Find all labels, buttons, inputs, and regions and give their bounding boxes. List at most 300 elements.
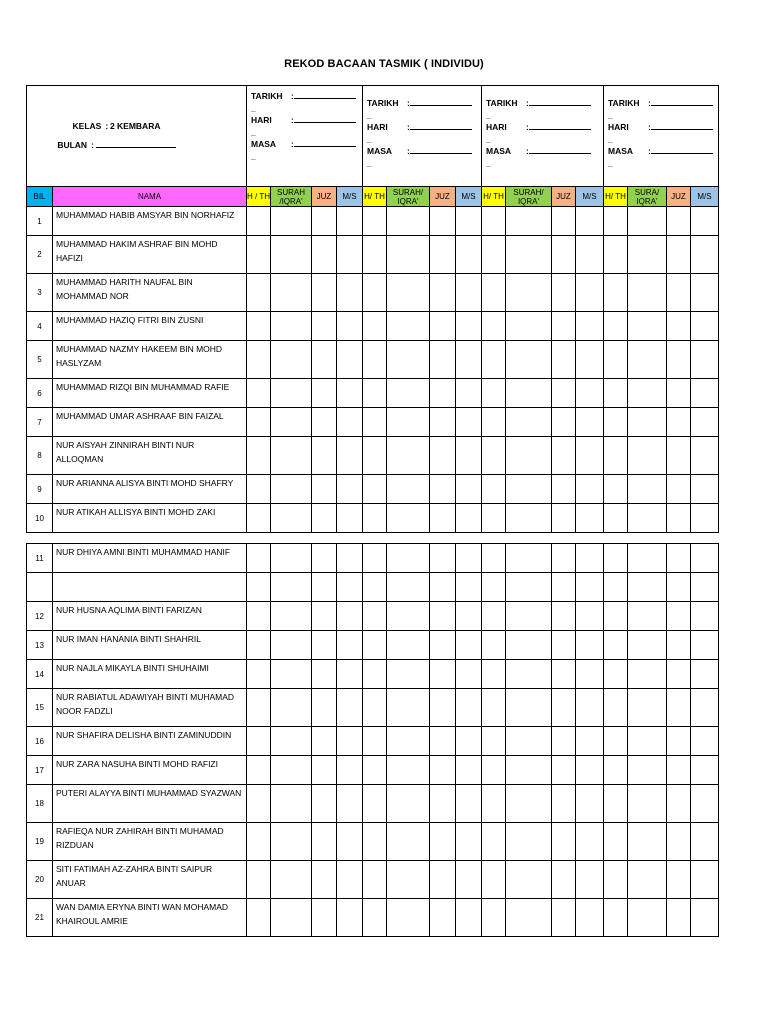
entry-cell[interactable] <box>337 504 363 533</box>
entry-cell[interactable] <box>271 727 312 756</box>
entry-cell[interactable] <box>667 785 691 823</box>
entry-cell[interactable] <box>482 341 506 379</box>
entry-cell[interactable] <box>337 379 363 408</box>
entry-cell[interactable] <box>247 602 271 631</box>
entry-cell[interactable] <box>506 785 552 823</box>
entry-cell[interactable] <box>482 504 506 533</box>
entry-cell[interactable] <box>271 379 312 408</box>
entry-cell[interactable] <box>456 207 482 236</box>
entry-cell[interactable] <box>456 437 482 475</box>
entry-cell[interactable] <box>363 236 387 274</box>
entry-cell[interactable] <box>247 689 271 727</box>
entry-cell[interactable] <box>482 437 506 475</box>
entry-cell[interactable] <box>506 689 552 727</box>
entry-cell[interactable] <box>387 602 430 631</box>
entry-cell[interactable] <box>482 408 506 437</box>
entry-cell[interactable] <box>552 573 576 602</box>
entry-cell[interactable] <box>552 727 576 756</box>
entry-cell[interactable] <box>363 408 387 437</box>
entry-cell[interactable] <box>691 861 719 899</box>
entry-cell[interactable] <box>691 573 719 602</box>
entry-cell[interactable] <box>271 756 312 785</box>
entry-cell[interactable] <box>387 727 430 756</box>
entry-cell[interactable] <box>482 379 506 408</box>
entry-cell[interactable] <box>552 544 576 573</box>
entry-cell[interactable] <box>387 341 430 379</box>
entry-cell[interactable] <box>430 341 456 379</box>
entry-cell[interactable] <box>247 823 271 861</box>
entry-cell[interactable] <box>576 631 604 660</box>
entry-cell[interactable] <box>506 236 552 274</box>
entry-cell[interactable] <box>576 861 604 899</box>
entry-cell[interactable] <box>604 573 628 602</box>
entry-cell[interactable] <box>271 274 312 312</box>
entry-cell[interactable] <box>667 823 691 861</box>
entry-cell[interactable] <box>628 899 667 937</box>
entry-cell[interactable] <box>312 660 337 689</box>
entry-cell[interactable] <box>430 861 456 899</box>
entry-cell[interactable] <box>312 573 337 602</box>
entry-cell[interactable] <box>691 379 719 408</box>
entry-cell[interactable] <box>430 823 456 861</box>
entry-cell[interactable] <box>576 312 604 341</box>
entry-cell[interactable] <box>552 274 576 312</box>
entry-cell[interactable] <box>667 274 691 312</box>
entry-cell[interactable] <box>363 341 387 379</box>
entry-cell[interactable] <box>271 689 312 727</box>
entry-cell[interactable] <box>363 631 387 660</box>
entry-cell[interactable] <box>604 689 628 727</box>
entry-cell[interactable] <box>628 274 667 312</box>
entry-cell[interactable] <box>271 236 312 274</box>
entry-cell[interactable] <box>430 475 456 504</box>
entry-cell[interactable] <box>552 341 576 379</box>
entry-cell[interactable] <box>506 602 552 631</box>
entry-cell[interactable] <box>576 785 604 823</box>
entry-cell[interactable] <box>552 602 576 631</box>
entry-cell[interactable] <box>604 207 628 236</box>
entry-cell[interactable] <box>337 408 363 437</box>
entry-cell[interactable] <box>691 823 719 861</box>
entry-cell[interactable] <box>506 408 552 437</box>
entry-cell[interactable] <box>552 785 576 823</box>
entry-cell[interactable] <box>576 274 604 312</box>
entry-cell[interactable] <box>628 236 667 274</box>
entry-cell[interactable] <box>247 631 271 660</box>
entry-cell[interactable] <box>456 823 482 861</box>
entry-cell[interactable] <box>691 274 719 312</box>
entry-cell[interactable] <box>271 544 312 573</box>
entry-cell[interactable] <box>312 312 337 341</box>
entry-cell[interactable] <box>576 236 604 274</box>
entry-cell[interactable] <box>387 756 430 785</box>
entry-cell[interactable] <box>363 689 387 727</box>
entry-cell[interactable] <box>363 544 387 573</box>
entry-cell[interactable] <box>387 573 430 602</box>
entry-cell[interactable] <box>576 823 604 861</box>
entry-cell[interactable] <box>691 660 719 689</box>
entry-cell[interactable] <box>337 573 363 602</box>
entry-cell[interactable] <box>312 207 337 236</box>
entry-cell[interactable] <box>387 475 430 504</box>
entry-cell[interactable] <box>387 236 430 274</box>
entry-cell[interactable] <box>456 573 482 602</box>
entry-cell[interactable] <box>576 408 604 437</box>
entry-cell[interactable] <box>576 341 604 379</box>
entry-cell[interactable] <box>363 785 387 823</box>
entry-cell[interactable] <box>456 727 482 756</box>
entry-cell[interactable] <box>576 475 604 504</box>
entry-cell[interactable] <box>628 475 667 504</box>
entry-cell[interactable] <box>430 573 456 602</box>
entry-cell[interactable] <box>667 236 691 274</box>
entry-cell[interactable] <box>271 861 312 899</box>
entry-cell[interactable] <box>363 312 387 341</box>
entry-cell[interactable] <box>667 379 691 408</box>
entry-cell[interactable] <box>430 727 456 756</box>
entry-cell[interactable] <box>482 207 506 236</box>
entry-cell[interactable] <box>271 899 312 937</box>
entry-cell[interactable] <box>628 544 667 573</box>
entry-cell[interactable] <box>691 207 719 236</box>
entry-cell[interactable] <box>552 437 576 475</box>
entry-cell[interactable] <box>691 341 719 379</box>
entry-cell[interactable] <box>691 689 719 727</box>
entry-cell[interactable] <box>506 312 552 341</box>
entry-cell[interactable] <box>552 823 576 861</box>
entry-cell[interactable] <box>430 785 456 823</box>
entry-cell[interactable] <box>271 660 312 689</box>
entry-cell[interactable] <box>363 504 387 533</box>
entry-cell[interactable] <box>456 475 482 504</box>
entry-cell[interactable] <box>337 689 363 727</box>
entry-cell[interactable] <box>667 660 691 689</box>
entry-cell[interactable] <box>363 207 387 236</box>
entry-cell[interactable] <box>312 899 337 937</box>
entry-cell[interactable] <box>456 408 482 437</box>
entry-cell[interactable] <box>482 312 506 341</box>
entry-cell[interactable] <box>247 756 271 785</box>
entry-cell[interactable] <box>312 602 337 631</box>
entry-cell[interactable] <box>628 823 667 861</box>
entry-cell[interactable] <box>552 475 576 504</box>
entry-cell[interactable] <box>247 544 271 573</box>
entry-cell[interactable] <box>312 408 337 437</box>
entry-cell[interactable] <box>312 785 337 823</box>
entry-cell[interactable] <box>604 785 628 823</box>
entry-cell[interactable] <box>363 379 387 408</box>
entry-cell[interactable] <box>691 236 719 274</box>
entry-cell[interactable] <box>628 408 667 437</box>
entry-cell[interactable] <box>628 504 667 533</box>
entry-cell[interactable] <box>430 756 456 785</box>
entry-cell[interactable] <box>482 899 506 937</box>
entry-cell[interactable] <box>482 631 506 660</box>
entry-cell[interactable] <box>667 504 691 533</box>
entry-cell[interactable] <box>604 312 628 341</box>
entry-cell[interactable] <box>506 727 552 756</box>
entry-cell[interactable] <box>552 899 576 937</box>
entry-cell[interactable] <box>312 631 337 660</box>
entry-cell[interactable] <box>576 573 604 602</box>
entry-cell[interactable] <box>387 631 430 660</box>
entry-cell[interactable] <box>691 437 719 475</box>
entry-cell[interactable] <box>604 475 628 504</box>
entry-cell[interactable] <box>552 631 576 660</box>
entry-cell[interactable] <box>456 660 482 689</box>
entry-cell[interactable] <box>247 861 271 899</box>
entry-cell[interactable] <box>337 785 363 823</box>
entry-cell[interactable] <box>430 236 456 274</box>
entry-cell[interactable] <box>363 274 387 312</box>
entry-cell[interactable] <box>482 236 506 274</box>
entry-cell[interactable] <box>312 756 337 785</box>
entry-cell[interactable] <box>604 602 628 631</box>
entry-cell[interactable] <box>247 312 271 341</box>
entry-cell[interactable] <box>247 437 271 475</box>
entry-cell[interactable] <box>430 274 456 312</box>
entry-cell[interactable] <box>312 823 337 861</box>
entry-cell[interactable] <box>387 379 430 408</box>
entry-cell[interactable] <box>604 544 628 573</box>
entry-cell[interactable] <box>247 408 271 437</box>
entry-cell[interactable] <box>482 660 506 689</box>
entry-cell[interactable] <box>337 660 363 689</box>
entry-cell[interactable] <box>667 312 691 341</box>
entry-cell[interactable] <box>482 823 506 861</box>
entry-cell[interactable] <box>312 861 337 899</box>
entry-cell[interactable] <box>363 437 387 475</box>
entry-cell[interactable] <box>576 379 604 408</box>
entry-cell[interactable] <box>456 236 482 274</box>
entry-cell[interactable] <box>628 756 667 785</box>
entry-cell[interactable] <box>552 660 576 689</box>
entry-cell[interactable] <box>456 341 482 379</box>
entry-cell[interactable] <box>482 573 506 602</box>
entry-cell[interactable] <box>363 660 387 689</box>
entry-cell[interactable] <box>387 861 430 899</box>
entry-cell[interactable] <box>363 861 387 899</box>
entry-cell[interactable] <box>430 689 456 727</box>
entry-cell[interactable] <box>430 602 456 631</box>
entry-cell[interactable] <box>552 312 576 341</box>
entry-cell[interactable] <box>363 727 387 756</box>
entry-cell[interactable] <box>387 785 430 823</box>
entry-cell[interactable] <box>628 437 667 475</box>
entry-cell[interactable] <box>552 379 576 408</box>
entry-cell[interactable] <box>430 544 456 573</box>
entry-cell[interactable] <box>576 544 604 573</box>
entry-cell[interactable] <box>337 341 363 379</box>
entry-cell[interactable] <box>482 602 506 631</box>
entry-cell[interactable] <box>456 602 482 631</box>
entry-cell[interactable] <box>387 660 430 689</box>
entry-cell[interactable] <box>337 631 363 660</box>
entry-cell[interactable] <box>387 312 430 341</box>
entry-cell[interactable] <box>387 823 430 861</box>
entry-cell[interactable] <box>506 544 552 573</box>
entry-cell[interactable] <box>576 504 604 533</box>
entry-cell[interactable] <box>337 544 363 573</box>
entry-cell[interactable] <box>271 785 312 823</box>
entry-cell[interactable] <box>628 660 667 689</box>
entry-cell[interactable] <box>247 207 271 236</box>
entry-cell[interactable] <box>506 823 552 861</box>
entry-cell[interactable] <box>482 274 506 312</box>
entry-cell[interactable] <box>552 236 576 274</box>
entry-cell[interactable] <box>604 341 628 379</box>
entry-cell[interactable] <box>667 602 691 631</box>
entry-cell[interactable] <box>337 274 363 312</box>
entry-cell[interactable] <box>456 785 482 823</box>
entry-cell[interactable] <box>667 727 691 756</box>
entry-cell[interactable] <box>247 274 271 312</box>
entry-cell[interactable] <box>628 573 667 602</box>
entry-cell[interactable] <box>604 899 628 937</box>
entry-cell[interactable] <box>387 207 430 236</box>
entry-cell[interactable] <box>506 475 552 504</box>
entry-cell[interactable] <box>552 504 576 533</box>
entry-cell[interactable] <box>628 312 667 341</box>
entry-cell[interactable] <box>430 408 456 437</box>
entry-cell[interactable] <box>456 274 482 312</box>
entry-cell[interactable] <box>552 756 576 785</box>
entry-cell[interactable] <box>691 899 719 937</box>
entry-cell[interactable] <box>667 341 691 379</box>
entry-cell[interactable] <box>604 631 628 660</box>
entry-cell[interactable] <box>667 861 691 899</box>
entry-cell[interactable] <box>691 756 719 785</box>
entry-cell[interactable] <box>247 727 271 756</box>
entry-cell[interactable] <box>628 207 667 236</box>
entry-cell[interactable] <box>576 660 604 689</box>
entry-cell[interactable] <box>312 544 337 573</box>
entry-cell[interactable] <box>628 631 667 660</box>
entry-cell[interactable] <box>506 379 552 408</box>
entry-cell[interactable] <box>506 631 552 660</box>
entry-cell[interactable] <box>628 785 667 823</box>
entry-cell[interactable] <box>506 437 552 475</box>
entry-cell[interactable] <box>506 899 552 937</box>
entry-cell[interactable] <box>667 631 691 660</box>
entry-cell[interactable] <box>247 785 271 823</box>
entry-cell[interactable] <box>387 408 430 437</box>
entry-cell[interactable] <box>337 475 363 504</box>
entry-cell[interactable] <box>482 544 506 573</box>
entry-cell[interactable] <box>247 341 271 379</box>
entry-cell[interactable] <box>247 379 271 408</box>
entry-cell[interactable] <box>271 341 312 379</box>
entry-cell[interactable] <box>337 207 363 236</box>
entry-cell[interactable] <box>430 207 456 236</box>
entry-cell[interactable] <box>482 475 506 504</box>
entry-cell[interactable] <box>247 236 271 274</box>
entry-cell[interactable] <box>576 207 604 236</box>
entry-cell[interactable] <box>337 823 363 861</box>
entry-cell[interactable] <box>337 312 363 341</box>
entry-cell[interactable] <box>312 475 337 504</box>
entry-cell[interactable] <box>456 379 482 408</box>
entry-cell[interactable] <box>337 236 363 274</box>
entry-cell[interactable] <box>691 727 719 756</box>
entry-cell[interactable] <box>363 823 387 861</box>
entry-cell[interactable] <box>271 437 312 475</box>
entry-cell[interactable] <box>506 341 552 379</box>
entry-cell[interactable] <box>430 504 456 533</box>
entry-cell[interactable] <box>482 785 506 823</box>
entry-cell[interactable] <box>456 631 482 660</box>
entry-cell[interactable] <box>430 899 456 937</box>
entry-cell[interactable] <box>506 660 552 689</box>
entry-cell[interactable] <box>667 207 691 236</box>
entry-cell[interactable] <box>506 207 552 236</box>
entry-cell[interactable] <box>337 602 363 631</box>
entry-cell[interactable] <box>604 274 628 312</box>
entry-cell[interactable] <box>604 727 628 756</box>
entry-cell[interactable] <box>247 504 271 533</box>
entry-cell[interactable] <box>667 573 691 602</box>
entry-cell[interactable] <box>312 504 337 533</box>
entry-cell[interactable] <box>667 756 691 785</box>
entry-cell[interactable] <box>430 437 456 475</box>
entry-cell[interactable] <box>312 437 337 475</box>
entry-cell[interactable] <box>691 312 719 341</box>
entry-cell[interactable] <box>628 602 667 631</box>
entry-cell[interactable] <box>387 689 430 727</box>
entry-cell[interactable] <box>667 689 691 727</box>
entry-cell[interactable] <box>576 756 604 785</box>
entry-cell[interactable] <box>482 689 506 727</box>
entry-cell[interactable] <box>247 573 271 602</box>
entry-cell[interactable] <box>247 899 271 937</box>
entry-cell[interactable] <box>604 408 628 437</box>
entry-cell[interactable] <box>271 573 312 602</box>
entry-cell[interactable] <box>506 504 552 533</box>
entry-cell[interactable] <box>604 861 628 899</box>
entry-cell[interactable] <box>387 899 430 937</box>
entry-cell[interactable] <box>506 756 552 785</box>
entry-cell[interactable] <box>604 379 628 408</box>
entry-cell[interactable] <box>271 602 312 631</box>
entry-cell[interactable] <box>271 504 312 533</box>
entry-cell[interactable] <box>456 899 482 937</box>
entry-cell[interactable] <box>312 689 337 727</box>
entry-cell[interactable] <box>456 756 482 785</box>
entry-cell[interactable] <box>312 341 337 379</box>
entry-cell[interactable] <box>337 727 363 756</box>
entry-cell[interactable] <box>604 236 628 274</box>
entry-cell[interactable] <box>506 274 552 312</box>
entry-cell[interactable] <box>576 899 604 937</box>
entry-cell[interactable] <box>506 573 552 602</box>
entry-cell[interactable] <box>628 689 667 727</box>
entry-cell[interactable] <box>271 823 312 861</box>
entry-cell[interactable] <box>271 631 312 660</box>
entry-cell[interactable] <box>271 312 312 341</box>
entry-cell[interactable] <box>691 631 719 660</box>
entry-cell[interactable] <box>456 689 482 727</box>
entry-cell[interactable] <box>667 899 691 937</box>
entry-cell[interactable] <box>430 631 456 660</box>
entry-cell[interactable] <box>337 437 363 475</box>
entry-cell[interactable] <box>691 504 719 533</box>
entry-cell[interactable] <box>552 861 576 899</box>
entry-cell[interactable] <box>337 861 363 899</box>
entry-cell[interactable] <box>604 504 628 533</box>
entry-cell[interactable] <box>604 437 628 475</box>
entry-cell[interactable] <box>604 823 628 861</box>
entry-cell[interactable] <box>576 437 604 475</box>
